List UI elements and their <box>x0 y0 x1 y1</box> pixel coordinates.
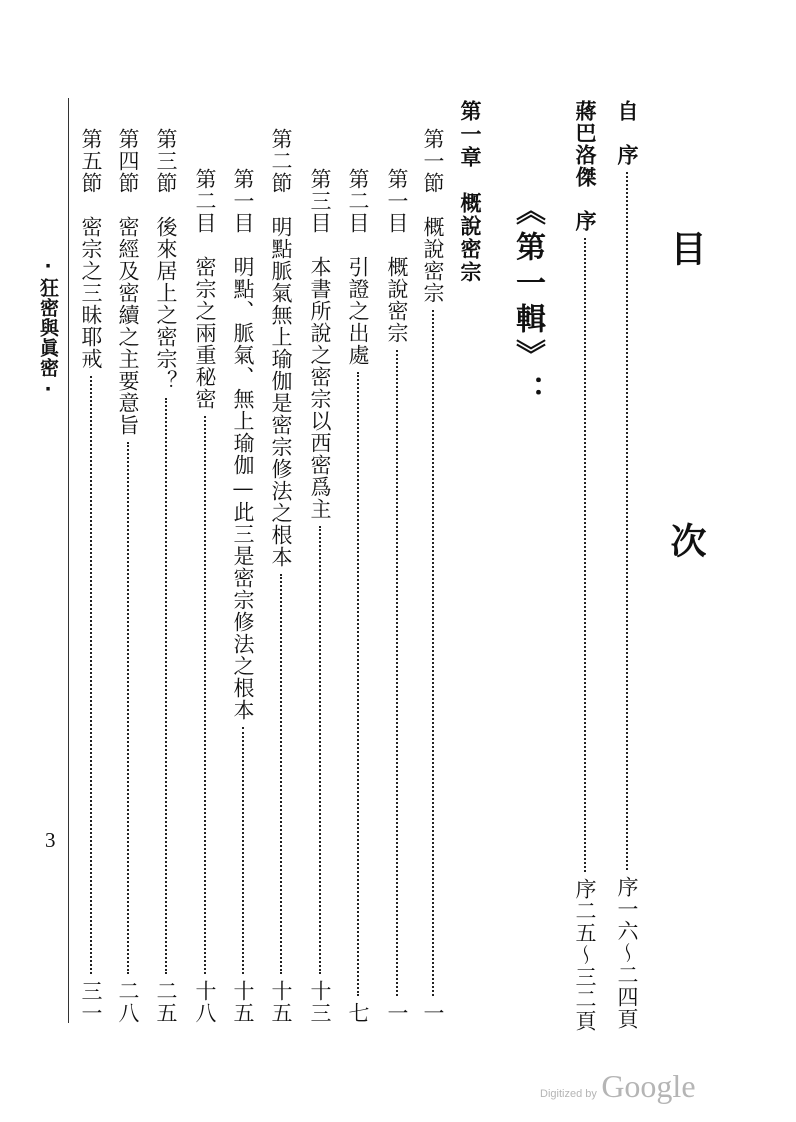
leader-dots <box>242 727 244 974</box>
toc-entry-title: 第五節 密宗之三昧耶戒 <box>79 128 103 370</box>
toc-entry-title: 第三節 後來居上之密宗？ <box>154 128 178 392</box>
page-title: 目 次 <box>665 230 706 668</box>
toc-entry[interactable] <box>76 128 106 1024</box>
watermark-brand: Google <box>601 1068 696 1104</box>
toc-entry-title: 第一目 明點、脈氣、無上瑜伽—此三是密宗修法之根本 <box>231 168 255 721</box>
toc-entry-title: 第二目 引證之出處 <box>346 168 370 366</box>
leader-dots <box>432 310 434 996</box>
chapter-label: 第一章 <box>458 100 482 169</box>
leader-dots <box>584 238 586 872</box>
toc-entry-page: 十五 <box>231 980 255 1024</box>
toc-entry-title: 第四節 密經及密續之主要意旨 <box>116 128 140 436</box>
leader-dots <box>280 574 282 974</box>
chapter-title: 概說密宗 <box>458 192 482 284</box>
toc-entry-page: 三一 <box>79 980 103 1024</box>
toc-entry-title: 第一節 概說密宗 <box>421 128 445 304</box>
leader-dots <box>127 442 129 974</box>
toc-entry-page: 十五 <box>269 980 293 1024</box>
toc-entry-title: 第三目 本書所說之密宗以西密爲主 <box>308 168 332 520</box>
toc-entry-page: 一 <box>421 1002 445 1024</box>
toc-entry-page: 一 <box>385 1002 409 1024</box>
toc-entry[interactable] <box>418 128 448 1024</box>
chapter-heading <box>455 100 485 284</box>
toc-entry[interactable] <box>382 168 412 1024</box>
leader-dots <box>626 172 628 870</box>
toc-entry-title: 自 序 <box>615 100 639 166</box>
leader-dots <box>319 526 321 974</box>
running-title: ‧狂密與眞密‧ <box>37 255 59 401</box>
leader-dots <box>204 416 206 974</box>
leader-dots <box>90 376 92 974</box>
toc-entry-page: 十八 <box>193 980 217 1024</box>
margin-rule <box>68 98 69 1023</box>
leader-dots <box>357 372 359 996</box>
page-number: 3 <box>45 828 56 852</box>
toc-entry-page: 七 <box>346 1002 370 1024</box>
toc-entry-page: 序二五～三二頁 <box>573 878 597 1032</box>
toc-entry-page: 二八 <box>116 980 140 1024</box>
watermark-prefix: Digitized by <box>540 1088 597 1100</box>
toc-entry-page: 序一六～二四頁 <box>615 876 639 1030</box>
toc-entry[interactable] <box>228 168 258 1024</box>
toc-entry[interactable] <box>151 128 181 1024</box>
toc-entry[interactable] <box>190 168 220 1024</box>
toc-preface-2[interactable] <box>570 100 600 1032</box>
collection-title: 《第一輯》： <box>510 195 545 411</box>
toc-entry-title: 第二節 明點脈氣無上瑜伽是密宗修法之根本 <box>269 128 293 568</box>
toc-entry-title: 第二目 密宗之兩重秘密 <box>193 168 217 410</box>
toc-entry-page: 十三 <box>308 980 332 1024</box>
toc-entry-page: 二五 <box>154 980 178 1024</box>
toc-preface-1[interactable] <box>612 100 642 1030</box>
watermark <box>540 1068 696 1105</box>
toc-entry[interactable] <box>305 168 335 1024</box>
toc-entry[interactable] <box>266 128 296 1024</box>
toc-entry[interactable] <box>343 168 373 1024</box>
toc-entry-title: 蔣巴洛傑 序 <box>573 100 597 232</box>
toc-entry[interactable] <box>113 128 143 1024</box>
leader-dots <box>165 398 167 974</box>
leader-dots <box>396 350 398 996</box>
toc-entry-title: 第一目 概說密宗 <box>385 168 409 344</box>
